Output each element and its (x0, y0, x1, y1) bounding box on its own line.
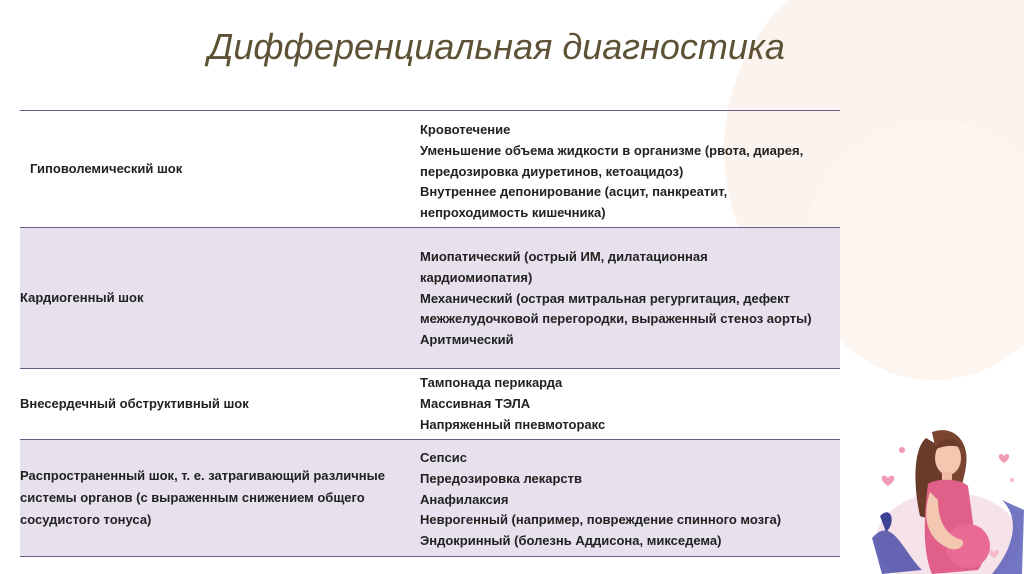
details-cell (420, 228, 840, 368)
detail-line: передозировка диуретинов, кетоацидоз) (420, 163, 684, 179)
diagnosis-table (20, 110, 840, 557)
detail-line: Массивная ТЭЛА (420, 395, 531, 411)
table-row (20, 369, 840, 440)
cause-line: Распространенный шок, т. е. затрагивающий различные (20, 468, 385, 483)
cause-cell (20, 111, 420, 227)
pregnant-woman-illustration (862, 420, 1024, 574)
detail-line: Тампонада перикарда (420, 375, 563, 390)
detail-line: Миопатический (острый ИМ, дилатационная (420, 249, 708, 264)
detail-line: Внутреннее депонирование (асцит, панкреатит, (420, 184, 728, 200)
cause-label: Гиповолемический шок (30, 161, 183, 176)
detail-line: Кровотечение (420, 122, 511, 137)
cause-line: системы органов (с выраженным снижением общего (20, 490, 365, 505)
page-title: Дифференциальная диагностика (208, 26, 785, 67)
detail-line: Напряженный пневмоторакс (420, 416, 606, 432)
detail-line: непроходимость кишечника) (420, 205, 606, 221)
details-cell (420, 440, 840, 556)
detail-line: Эндокринный (болезнь Аддисона, микседема) (420, 533, 722, 549)
table-row (20, 228, 840, 369)
cause-label: Кардиогенный шок (20, 290, 144, 305)
table-row (20, 111, 840, 228)
detail-line: межжелудочковой перегородки, выраженный стеноз аорты) (420, 311, 812, 327)
cause-cell (20, 228, 420, 368)
cause-line: сосудистого тонуса) (20, 512, 152, 527)
detail-line: Неврогенный (например, повреждение спинного мозга) (420, 512, 782, 528)
detail-line: Передозировка лекарств (420, 470, 583, 486)
detail-line: Анафилаксия (420, 491, 509, 507)
detail-line: Аритмический (420, 332, 514, 348)
detail-line: Сепсис (420, 450, 467, 465)
cause-cell (20, 369, 420, 439)
table-row (20, 440, 840, 557)
details-cell (420, 369, 840, 439)
details-cell (420, 111, 840, 227)
detail-line: кардиомиопатия) (420, 269, 533, 285)
cause-cell (20, 440, 420, 556)
cause-label: Внесердечный обструктивный шок (20, 396, 249, 411)
detail-line: Уменьшение объема жидкости в организме (рвота, диарея, (420, 142, 804, 158)
detail-line: Механический (острая митральная регургитация, дефект (420, 290, 791, 306)
